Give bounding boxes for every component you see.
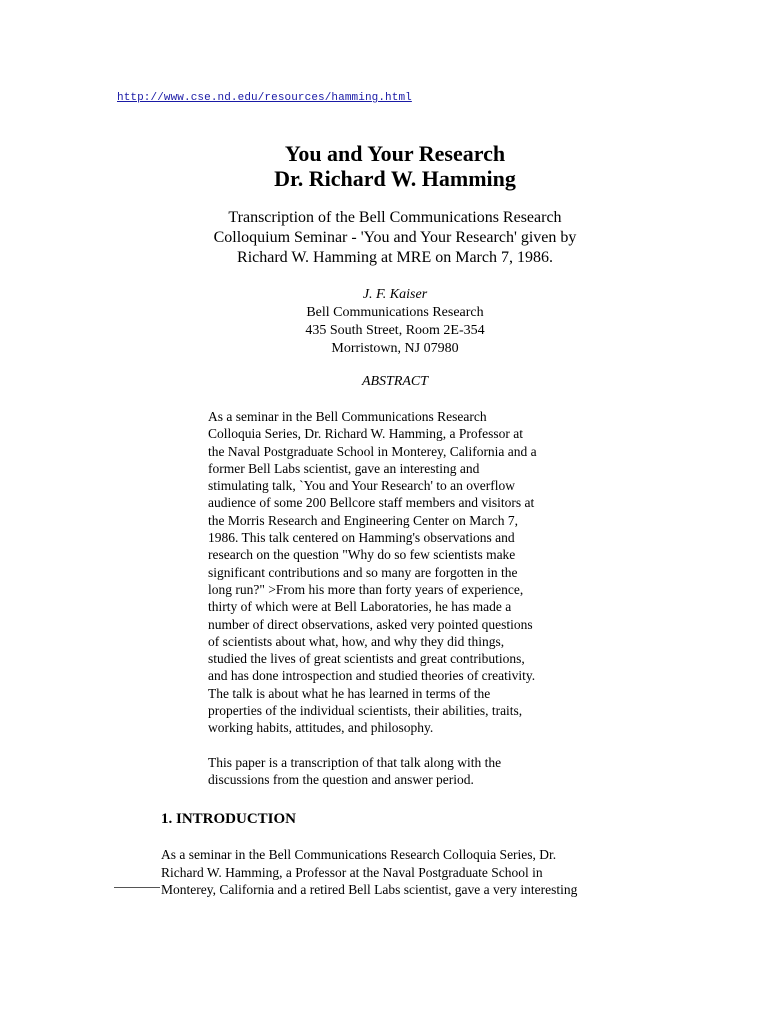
- introduction-line: As a seminar in the Bell Communications Research Colloquia Series, Dr.: [161, 847, 557, 862]
- footnote-rule: [114, 887, 160, 888]
- abstract-line: the Naval Postgraduate School in Monterey, California and a: [208, 443, 537, 459]
- subtitle-line-2: Colloquium Seminar - 'You and Your Research' given by: [213, 229, 577, 246]
- introduction-paragraph: [161, 846, 631, 899]
- title-line-1: You and Your Research: [284, 141, 506, 166]
- abstract-line: research on the question "Why do so few scientists make: [208, 547, 516, 563]
- abstract-line: This paper is a transcription of that talk along with the: [208, 754, 502, 770]
- introduction-line: Richard W. Hamming, a Professor at the Naval Postgraduate School in: [161, 864, 543, 880]
- document-subtitle: [160, 208, 630, 268]
- abstract-line: long run?" >From his more than forty years of experience,: [208, 581, 524, 597]
- abstract-paragraph-1: [208, 408, 588, 737]
- abstract-line: thirty of which were at Bell Laboratories, he has made a: [208, 599, 512, 615]
- introduction-body: [161, 846, 631, 899]
- abstract-line: former Bell Labs scientist, gave an interesting and: [208, 460, 480, 476]
- source-url-link[interactable]: http://www.cse.nd.edu/resources/hamming.html: [117, 92, 412, 104]
- abstract-line: the Morris Research and Engineering Center on March 7,: [208, 512, 519, 528]
- abstract-line: discussions from the question and answer period.: [208, 771, 474, 787]
- abstract-line: audience of some 200 Bellcore staff members and visitors at: [208, 495, 535, 511]
- abstract-body: [208, 408, 588, 805]
- author-address-line-1: 435 South Street, Room 2E-354: [305, 323, 485, 338]
- title-line-2: Dr. Richard W. Hamming: [274, 166, 516, 191]
- abstract-line: 1986. This talk centered on Hamming's observations and: [208, 530, 515, 546]
- abstract-line: studied the lives of great scientists and great contributions,: [208, 651, 525, 667]
- abstract-line: significant contributions and so many are forgotten in the: [208, 564, 518, 580]
- abstract-line: The talk is about what he has learned in terms of the: [208, 685, 491, 701]
- author-name: J. F. Kaiser: [362, 287, 428, 302]
- author-organization: Bell Communications Research: [306, 305, 484, 320]
- abstract-line: and has done introspection and studied theories of creativity.: [208, 668, 536, 684]
- abstract-line: of scientists about what, how, and why they did things,: [208, 633, 505, 649]
- abstract-line: As a seminar in the Bell Communications Research: [208, 409, 487, 424]
- subtitle-line-3: Richard W. Hamming at MRE on March 7, 1986.: [237, 249, 553, 266]
- author-address-line-2: Morristown, NJ 07980: [331, 341, 459, 356]
- abstract-heading: ABSTRACT: [361, 374, 429, 389]
- document-title: [160, 141, 630, 191]
- abstract-line: properties of the individual scientists, their abilities, traits,: [208, 703, 523, 719]
- subtitle-line-1: Transcription of the Bell Communications Research: [228, 209, 562, 226]
- author-block: [160, 286, 630, 358]
- section-heading-introduction: 1. INTRODUCTION: [161, 811, 297, 827]
- abstract-line: working habits, attitudes, and philosophy.: [208, 720, 434, 736]
- abstract-line: number of direct observations, asked very pointed questions: [208, 616, 533, 632]
- abstract-line: stimulating talk, `You and Your Research' to an overflow: [208, 478, 516, 494]
- abstract-paragraph-2: [208, 754, 588, 789]
- introduction-line: Monterey, California and a retired Bell Labs scientist, gave a very interesting: [161, 882, 578, 897]
- abstract-line: Colloquia Series, Dr. Richard W. Hamming, a Professor at: [208, 426, 523, 442]
